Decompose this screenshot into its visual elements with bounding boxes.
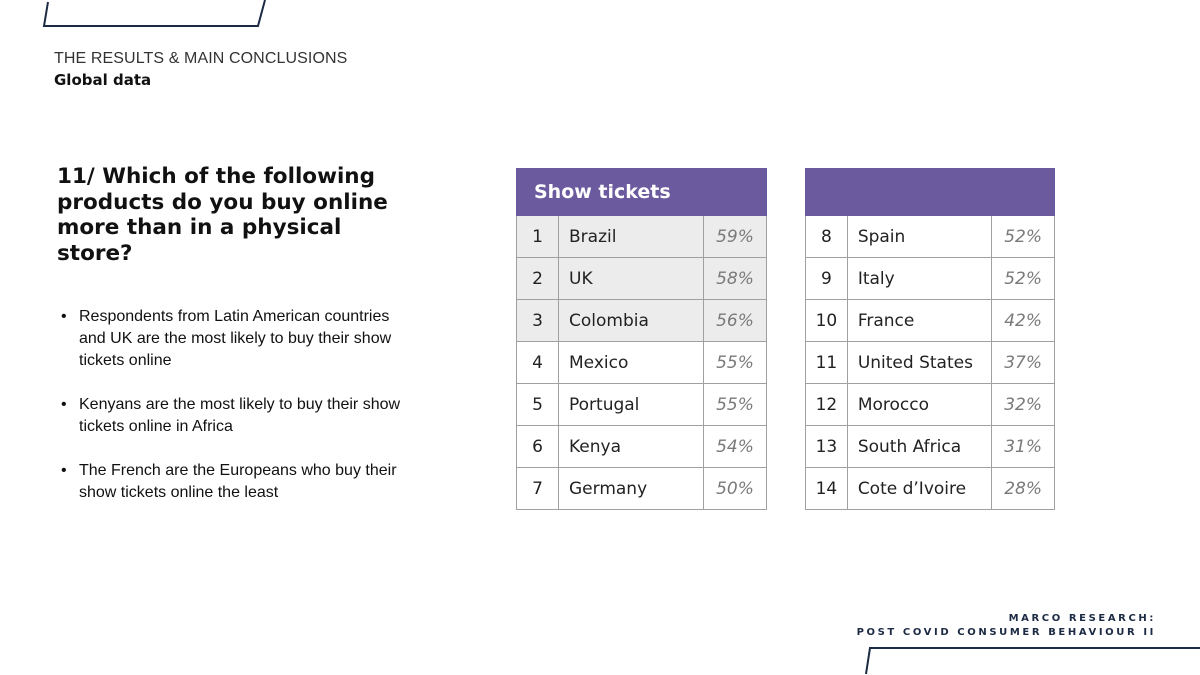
value-cell: 50% xyxy=(704,468,767,510)
value-cell: 52% xyxy=(992,216,1055,258)
ranking-table-left xyxy=(516,168,767,510)
rank-cell: 3 xyxy=(517,300,559,342)
table-row xyxy=(806,426,1055,468)
country-cell: Morocco xyxy=(847,384,991,426)
bullet-icon: • xyxy=(61,462,67,479)
country-cell: Cote d’Ivoire xyxy=(847,468,991,510)
footer-line: MARCO RESEARCH: xyxy=(1008,613,1156,624)
rank-cell: 13 xyxy=(806,426,848,468)
rank-cell: 1 xyxy=(517,216,559,258)
footer-branding xyxy=(857,612,1156,640)
rank-cell: 9 xyxy=(806,258,848,300)
conclusion-text: Kenyans are the most likely to buy their show tickets online in Africa xyxy=(79,396,401,435)
table-header-row xyxy=(806,169,1055,216)
bullet-icon: • xyxy=(61,308,67,325)
table-row xyxy=(517,342,767,384)
value-cell: 55% xyxy=(704,342,767,384)
table-row xyxy=(806,300,1055,342)
country-cell: Germany xyxy=(559,468,704,510)
conclusion-item xyxy=(58,306,418,372)
value-cell: 55% xyxy=(704,384,767,426)
country-cell: Brazil xyxy=(559,216,704,258)
table-row xyxy=(806,342,1055,384)
table-row xyxy=(517,468,767,510)
conclusion-item xyxy=(58,460,418,504)
country-cell: Italy xyxy=(847,258,991,300)
rank-cell: 12 xyxy=(806,384,848,426)
bullet-icon: • xyxy=(61,396,67,413)
section-label: THE RESULTS & MAIN CONCLUSIONS xyxy=(54,50,348,67)
country-cell: UK xyxy=(559,258,704,300)
value-cell: 58% xyxy=(704,258,767,300)
value-cell: 52% xyxy=(992,258,1055,300)
table-row xyxy=(517,426,767,468)
rank-cell: 14 xyxy=(806,468,848,510)
rank-cell: 2 xyxy=(517,258,559,300)
value-cell: 54% xyxy=(704,426,767,468)
country-cell: United States xyxy=(847,342,991,384)
value-cell: 28% xyxy=(992,468,1055,510)
country-cell: South Africa xyxy=(847,426,991,468)
value-cell: 56% xyxy=(704,300,767,342)
conclusion-text: The French are the Europeans who buy their show tickets online the least xyxy=(79,462,397,501)
value-cell: 32% xyxy=(992,384,1055,426)
table-row xyxy=(806,216,1055,258)
table-row xyxy=(517,384,767,426)
value-cell: 59% xyxy=(704,216,767,258)
rank-cell: 6 xyxy=(517,426,559,468)
country-cell: Mexico xyxy=(559,342,704,384)
country-cell: Colombia xyxy=(559,300,704,342)
table-row xyxy=(517,300,767,342)
value-cell: 42% xyxy=(992,300,1055,342)
corner-decoration-bottom xyxy=(860,640,1200,675)
rank-cell: 7 xyxy=(517,468,559,510)
ranking-table-right xyxy=(805,168,1055,510)
corner-decoration-top xyxy=(0,0,300,40)
table-header-row xyxy=(517,169,767,216)
conclusion-text: Respondents from Latin American countries and UK are the most likely to buy their show tickets online xyxy=(79,308,392,369)
rank-cell: 11 xyxy=(806,342,848,384)
conclusion-item xyxy=(58,394,418,438)
table-header xyxy=(806,169,1055,216)
rank-cell: 5 xyxy=(517,384,559,426)
value-cell: 31% xyxy=(992,426,1055,468)
section-subtitle: Global data xyxy=(54,71,152,89)
rank-cell: 8 xyxy=(806,216,848,258)
country-cell: Portugal xyxy=(559,384,704,426)
table-row xyxy=(806,468,1055,510)
table-row xyxy=(806,258,1055,300)
conclusion-list xyxy=(58,306,418,526)
table-row xyxy=(517,216,767,258)
footer-line: POST COVID CONSUMER BEHAVIOUR II xyxy=(856,627,1156,638)
country-cell: Spain xyxy=(847,216,991,258)
question-title: 11/ Which of the following products do you buy online more than in a physical store? xyxy=(57,164,388,266)
country-cell: Kenya xyxy=(559,426,704,468)
table-row xyxy=(806,384,1055,426)
country-cell: France xyxy=(847,300,991,342)
rank-cell: 4 xyxy=(517,342,559,384)
table-row xyxy=(517,258,767,300)
value-cell: 37% xyxy=(992,342,1055,384)
rank-cell: 10 xyxy=(806,300,848,342)
table-header: Show tickets xyxy=(517,169,767,216)
